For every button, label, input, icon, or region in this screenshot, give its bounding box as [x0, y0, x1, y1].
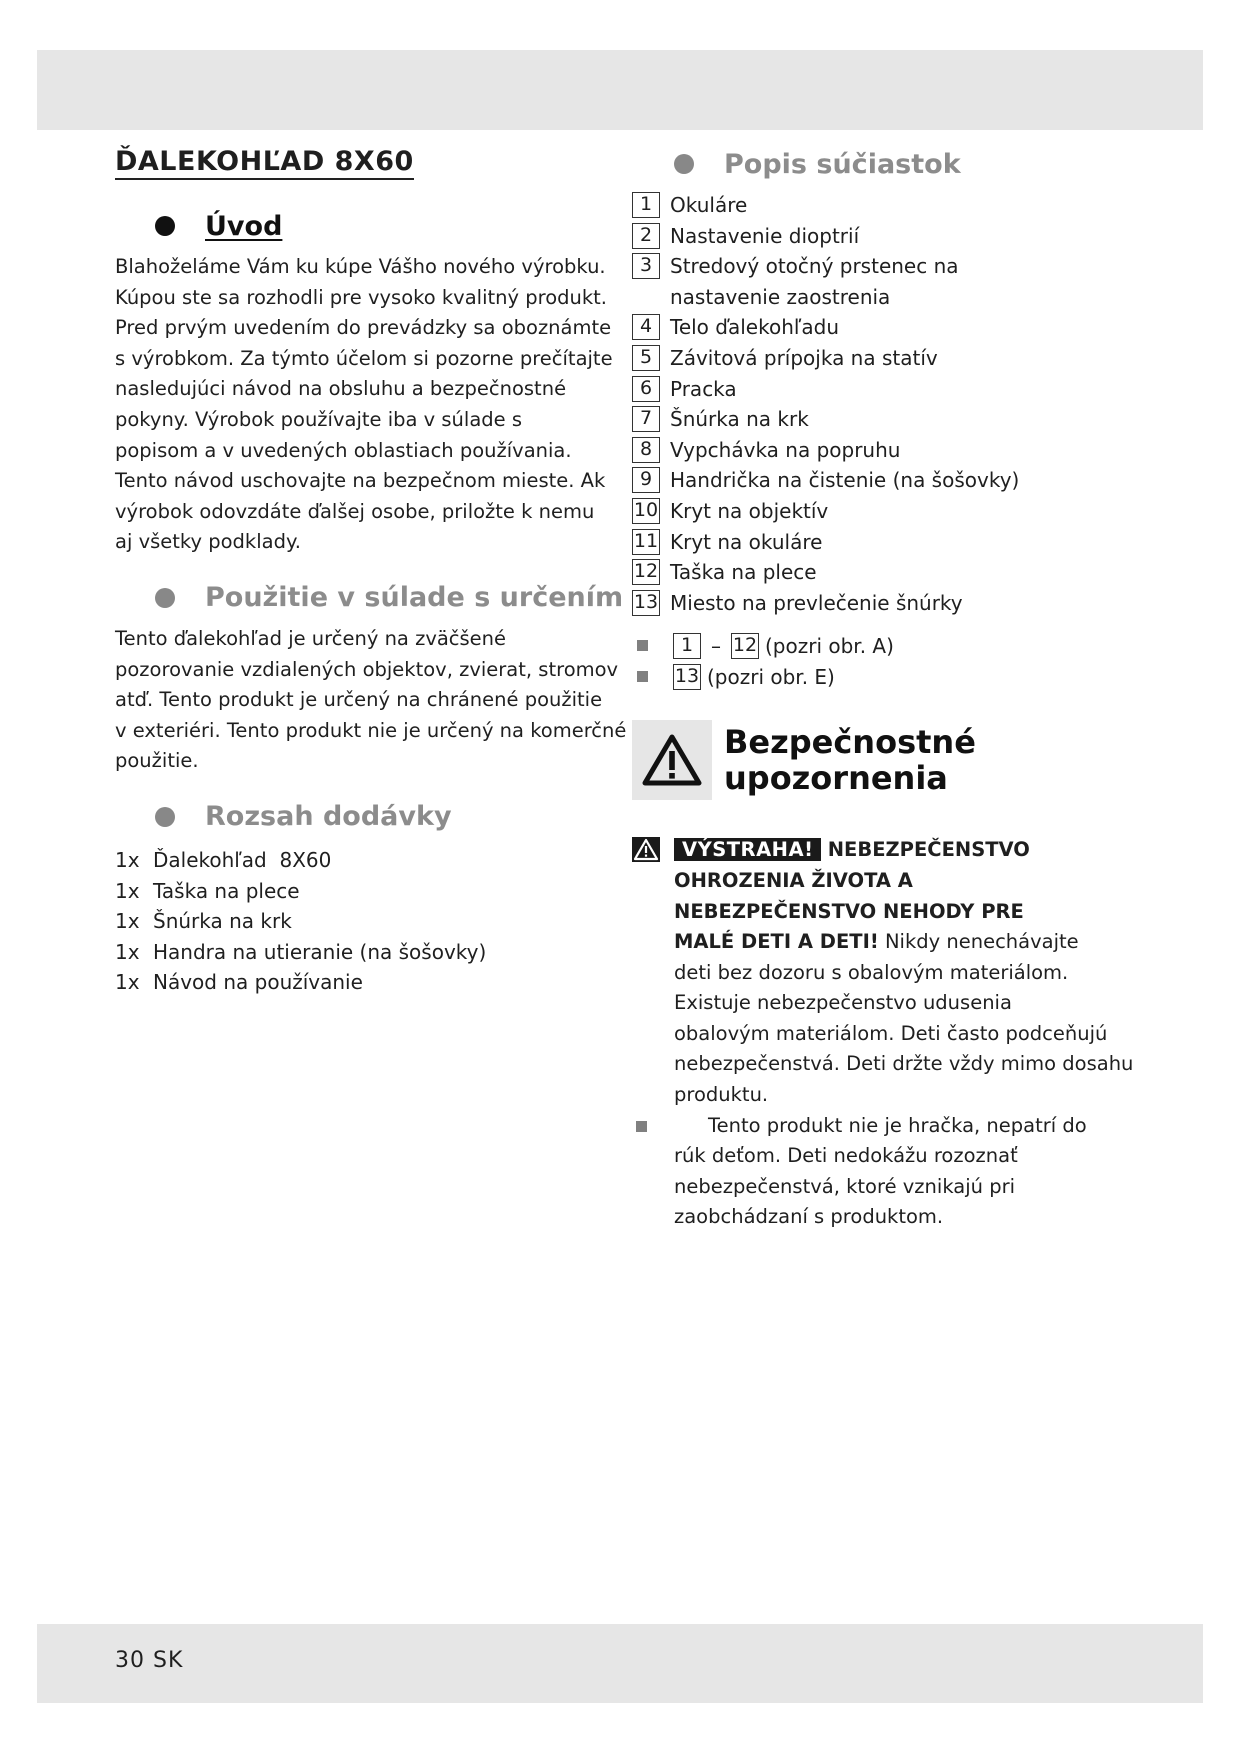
footer-band [37, 1624, 1203, 1703]
safety-heading [632, 720, 1132, 800]
part-number-box: 4 [632, 314, 660, 340]
part-number-box: 3 [632, 253, 660, 279]
part-number-box: 8 [632, 437, 660, 463]
list-item: 1x Ďalekohľad 8X60 [115, 847, 332, 872]
part-number-box: 1 [632, 192, 660, 218]
list-item: 6 Pracka [632, 374, 1132, 405]
list-item: 13 Miesto na prevlečenie šnúrky [633, 590, 963, 615]
right-column [632, 140, 1132, 1233]
warning-icon [632, 837, 660, 872]
warning-block: VÝSTRAHA! NEBEZPEČENSTVO OHROZENIA ŽIVOTA A NEBEZPEČENSTVO NEHODY PRE MALÉ DETI A DETI! Nikdy nenechávajte deti bez dozoru s obalovým materiálom. Existuje nebezpečenstvo udusenia obalovým materiálom. Deti často podceňujú nebezpečenstvá. Deti držte vždy mimo dosahu produktu. [632, 835, 1132, 1110]
list-item: 1x Taška na plece [115, 878, 300, 903]
parts-heading [632, 140, 1132, 188]
left-column [115, 140, 627, 998]
list-item: 2 Nastavenie dioptrií [632, 221, 1132, 252]
bullet-dot-icon [155, 588, 175, 608]
part-number-box: 12 [632, 559, 660, 585]
list-item: 3 Stredový otočný prstenec na nastavenie zaostrenia [632, 251, 1132, 312]
list-item: 9 Handrička na čistenie (na šošovky) [632, 465, 1132, 496]
part-number-box: 2 [632, 223, 660, 249]
part-number-box: 13 [673, 664, 701, 690]
intro-text: Blahoželáme Vám ku kúpe Vášho nového výrobku. Kúpou ste sa rozhodli pre vysoko kvalitný produkt. Pred prvým uvedením do prevádzky sa oboznámte s výrobkom. Za týmto účelom si pozorne prečítajte nasledujúci návod na obsluhu a bezpečnostné pokyny. Výrobok používajte iba v súlade s popisom a v uvedených oblastiach používania. Tento návod uschovajte na bezpečnom mieste. Ak výrobok odovzdáte ďalšej osobe, priložte k nemu aj všetky podklady. [115, 255, 613, 554]
header-band [37, 50, 1203, 130]
intro-heading [115, 202, 610, 250]
bullet-dot-icon [155, 807, 175, 827]
safety-bullet: Tento produkt nie je hračka, nepatrí do rúk deťom. Deti nedokážu rozoznať nebezpečenstvá, ktoré vznikajú pri zaobchádzaní s produktom. [632, 1111, 1132, 1233]
list-item: 1x Handra na utieranie (na šošovky) [115, 939, 487, 964]
part-number-box: 13 [632, 590, 660, 616]
page-number: 30 [115, 1648, 145, 1673]
list-item: 1 Okuláre [632, 190, 1132, 221]
square-bullet-icon [637, 671, 648, 682]
safety-title: Bezpečnostné upozornenia [724, 723, 976, 798]
intended-use-heading [115, 574, 624, 622]
parts-title: Popis súčiastok [724, 148, 961, 180]
intended-use-title: Použitie v súlade s určením [205, 582, 624, 614]
part-number-box: 9 [632, 467, 660, 493]
delivery-heading [115, 793, 610, 841]
part-number-box: 7 [632, 406, 660, 432]
intended-use-text: Tento ďalekohľad je určený na zväčšené pozorovanie vzdialených objektov, zvierat, stromov atď. Tento produkt je určený na chránené použitie v exteriéri. Tento produkt nie je určený na komerčné použitie. [115, 626, 627, 773]
figure-ref-row: 1 – 12 (pozri obr. A) [637, 630, 1132, 661]
figure-ref-row: 13 (pozri obr. E) [637, 661, 1132, 692]
warning-triangle-icon [632, 720, 712, 800]
part-number-box: 11 [632, 529, 660, 555]
part-number-box: 12 [731, 633, 759, 659]
part-number-box: 5 [632, 345, 660, 371]
square-bullet-icon [636, 1121, 647, 1132]
list-item: 11 Kryt na okuláre [633, 529, 823, 554]
list-item: 8 Vypchávka na popruhu [632, 435, 1132, 466]
list-item: 7 Šnúrka na krk [632, 404, 1132, 435]
intro-title: Úvod [205, 210, 283, 242]
part-number-box: 1 [673, 633, 701, 659]
part-number-box: 10 [632, 498, 660, 524]
list-item: 1x Šnúrka na krk [115, 909, 292, 934]
part-number-box: 6 [632, 376, 660, 402]
warning-badge: VÝSTRAHA! [674, 838, 821, 861]
list-item: 4 Telo ďalekohľadu [632, 312, 1132, 343]
square-bullet-icon [637, 640, 648, 651]
bullet-dot-icon [674, 154, 694, 174]
list-item: 1x Návod na používanie [115, 970, 363, 995]
list-item: 10 Kryt na objektív [633, 498, 829, 523]
language-code: SK [153, 1648, 184, 1673]
list-item: 12 Taška na plece [633, 560, 817, 585]
delivery-title: Rozsah dodávky [205, 801, 452, 833]
page-footer [115, 1648, 183, 1673]
bullet-dot-icon [155, 216, 175, 236]
figure-refs [632, 630, 1132, 692]
delivery-list [115, 845, 610, 998]
document-title: ĎALEKOHĽAD 8X60 [115, 146, 414, 180]
list-item: 5 Závitová prípojka na statív [632, 343, 1132, 374]
parts-list [632, 190, 1132, 618]
